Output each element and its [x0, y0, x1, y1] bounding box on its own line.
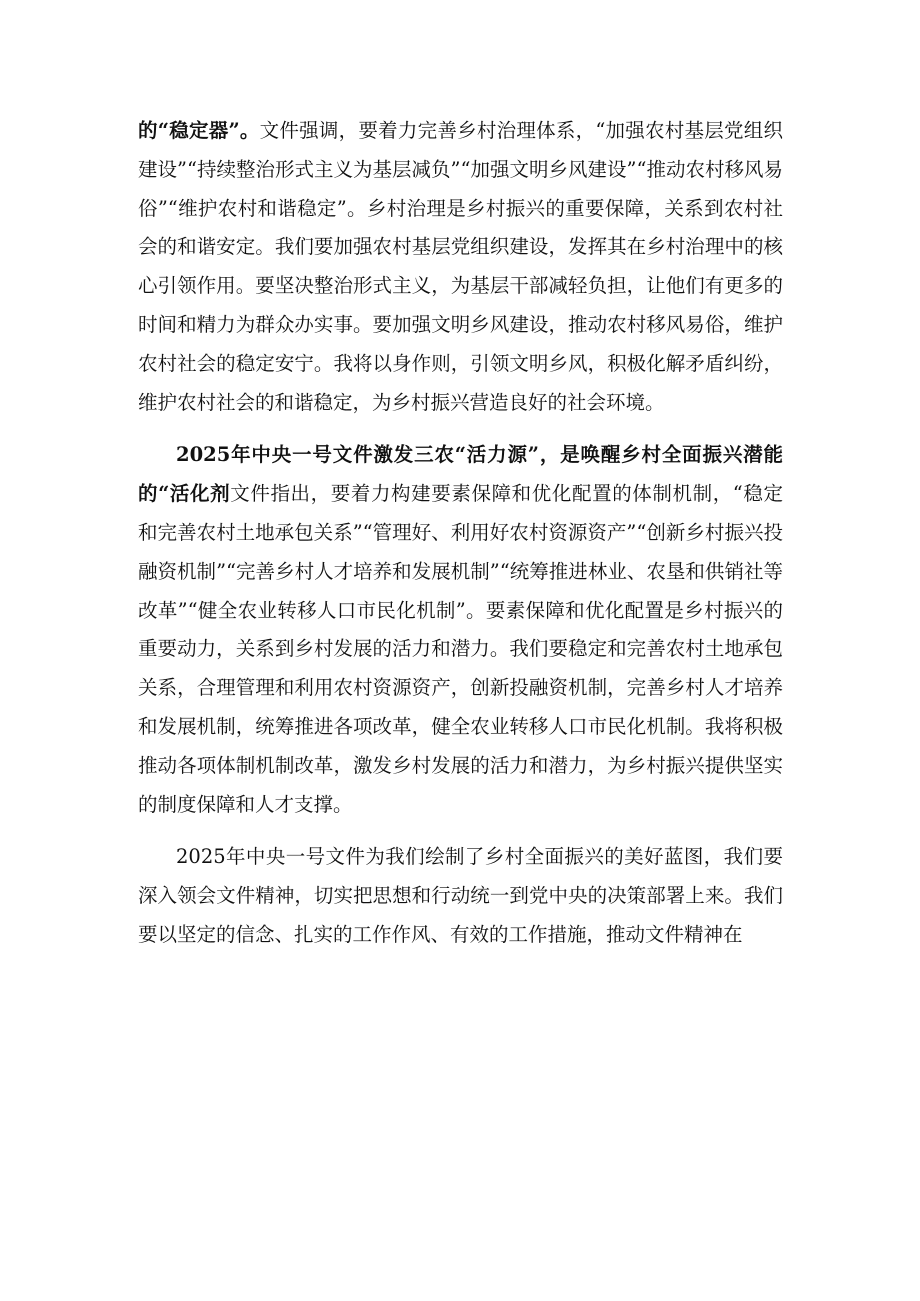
paragraph-rural-governance — [138, 112, 783, 422]
paragraph-body: 文件指出，要着力构建要素保障和优化配置的体制机制，“稳定和完善农村土地承包关系”“管理好、利用好农村资源资产”“创新乡村振兴投融资机制”“完善乡村人才培养和发展机制”“统筹推进林业、农垦和供销社等改革”“健全农业转移人口市民化机制”。要素保障和优化配置是乡村振兴的重要动力，关系到乡村发展的活力和潜力。我们要稳定和完善农村土地承包关系，合理管理和利用农村资源资产，创新投融资机制，完善乡村人才培养和发展机制，统筹推进各项改革，健全农业转移人口市民化机制。我将积极推动各项体制机制改革，激发乡村发展的活力和潜力，为乡村振兴提供坚实的制度保障和人才支撑。 — [138, 482, 783, 816]
paragraph-bold-lead: 2025年中央一号文件激发三农“活力源”，是唤醒乡村全面振兴潜能的“活化剂 — [138, 443, 783, 506]
document-page — [138, 112, 783, 955]
paragraph-blueprint — [138, 838, 783, 954]
paragraph-bold-lead: 的“稳定器”。 — [138, 119, 260, 142]
paragraph-body: 文件强调，要着力完善乡村治理体系，“加强农村基层党组织建设”“持续整治形式主义为基层减负”“加强文明乡风建设”“推动农村移风易俗”“维护农村和谐稳定”。乡村治理是乡村振兴的重要保障，关系到农村社会的和谐安定。我们要加强农村基层党组织建设，发挥其在乡村治理中的核心引领作用。要坚决整治形式主义，为基层干部减轻负担，让他们有更多的时间和精力为群众办实事。要加强文明乡风建设，推动农村移风易俗，维护农村社会的稳定安宁。我将以身作则，引领文明乡风，积极化解矛盾纠纷，维护农村社会的和谐稳定，为乡村振兴营造良好的社会环境。 — [138, 119, 783, 414]
paragraph-vitality-source — [138, 436, 783, 824]
paragraph-body: 2025年中央一号文件为我们绘制了乡村全面振兴的美好蓝图，我们要深入领会文件精神，切实把思想和行动统一到党中央的决策部署上来。我们要以坚定的信念、扎实的工作作风、有效的工作措施，推动文件精神在 — [138, 845, 783, 946]
